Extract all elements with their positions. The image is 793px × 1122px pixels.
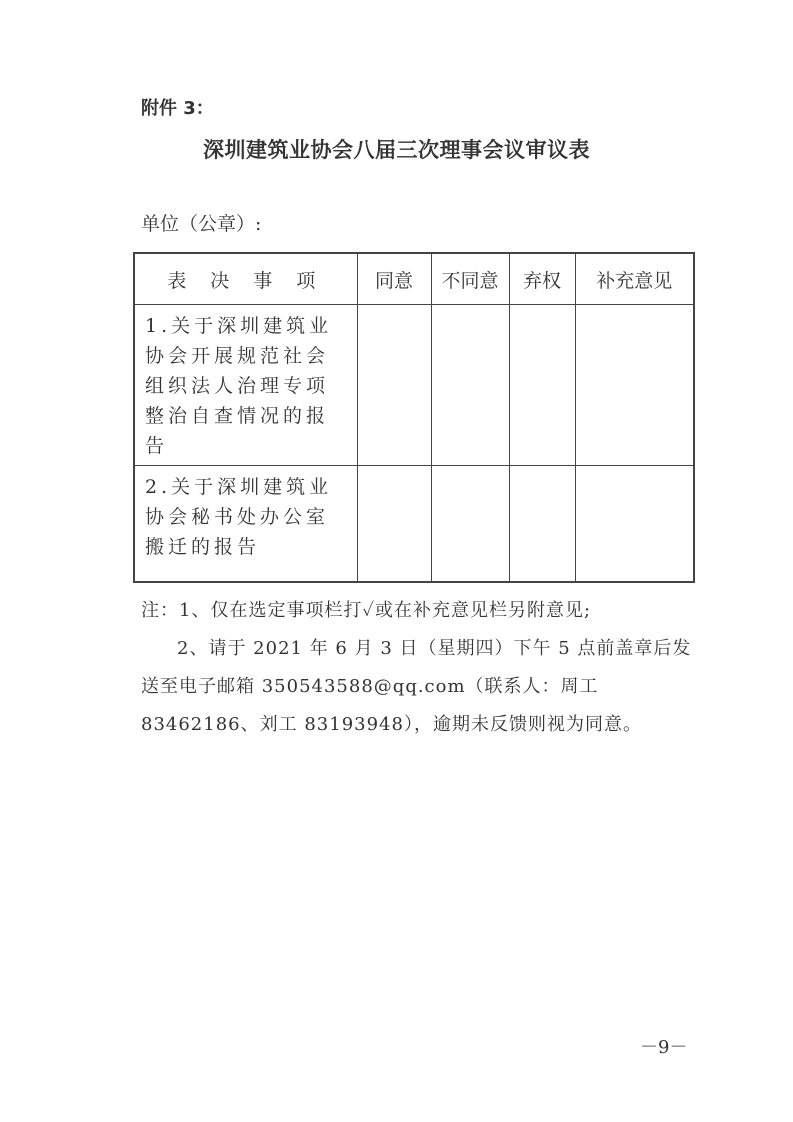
- disagree-cell-2[interactable]: [431, 466, 509, 583]
- header-matters: 表 决 事 项: [134, 253, 357, 305]
- header-abstain: 弃权: [509, 253, 575, 305]
- abstain-cell-2[interactable]: [509, 466, 575, 583]
- table-row: [134, 305, 694, 466]
- table-row: [134, 466, 694, 583]
- opinion-cell-1[interactable]: [575, 305, 694, 466]
- header-supplementary-opinion: 补充意见: [575, 253, 694, 305]
- page-number: －9－: [640, 1037, 688, 1058]
- opinion-cell-2[interactable]: [575, 466, 694, 583]
- agree-cell-1[interactable]: [357, 305, 431, 466]
- vote-item-1: 1.关于深圳建筑业协会开展规范社会组织法人治理专项整治自查情况的报告: [134, 305, 357, 466]
- header-agree: 同意: [357, 253, 431, 305]
- note-line-2: 2、请于 2021 年 6 月 3 日（星期四）下午 5 点前盖章后发送至电子邮箱 350543588@qq.com（联系人：周工 83462186、刘工 83193948），逾期未反馈则视为同意。: [141, 638, 692, 735]
- table-header-row: [134, 253, 694, 305]
- header-disagree: 不同意: [431, 253, 509, 305]
- disagree-cell-1[interactable]: [431, 305, 509, 466]
- vote-item-2: 2.关于深圳建筑业协会秘书处办公室搬迁的报告: [134, 466, 357, 583]
- attachment-label: 附件 3：: [141, 98, 214, 119]
- notes-section: [141, 592, 693, 744]
- voting-table: [133, 252, 695, 583]
- agree-cell-2[interactable]: [357, 466, 431, 583]
- abstain-cell-1[interactable]: [509, 305, 575, 466]
- note-line-1: 注：1、仅在选定事项栏打✓或在补充意见栏另附意见;: [141, 600, 592, 621]
- document-title: 深圳建筑业协会八届三次理事会议审议表: [203, 138, 590, 162]
- unit-seal-line: 单位（公章）:: [141, 213, 262, 235]
